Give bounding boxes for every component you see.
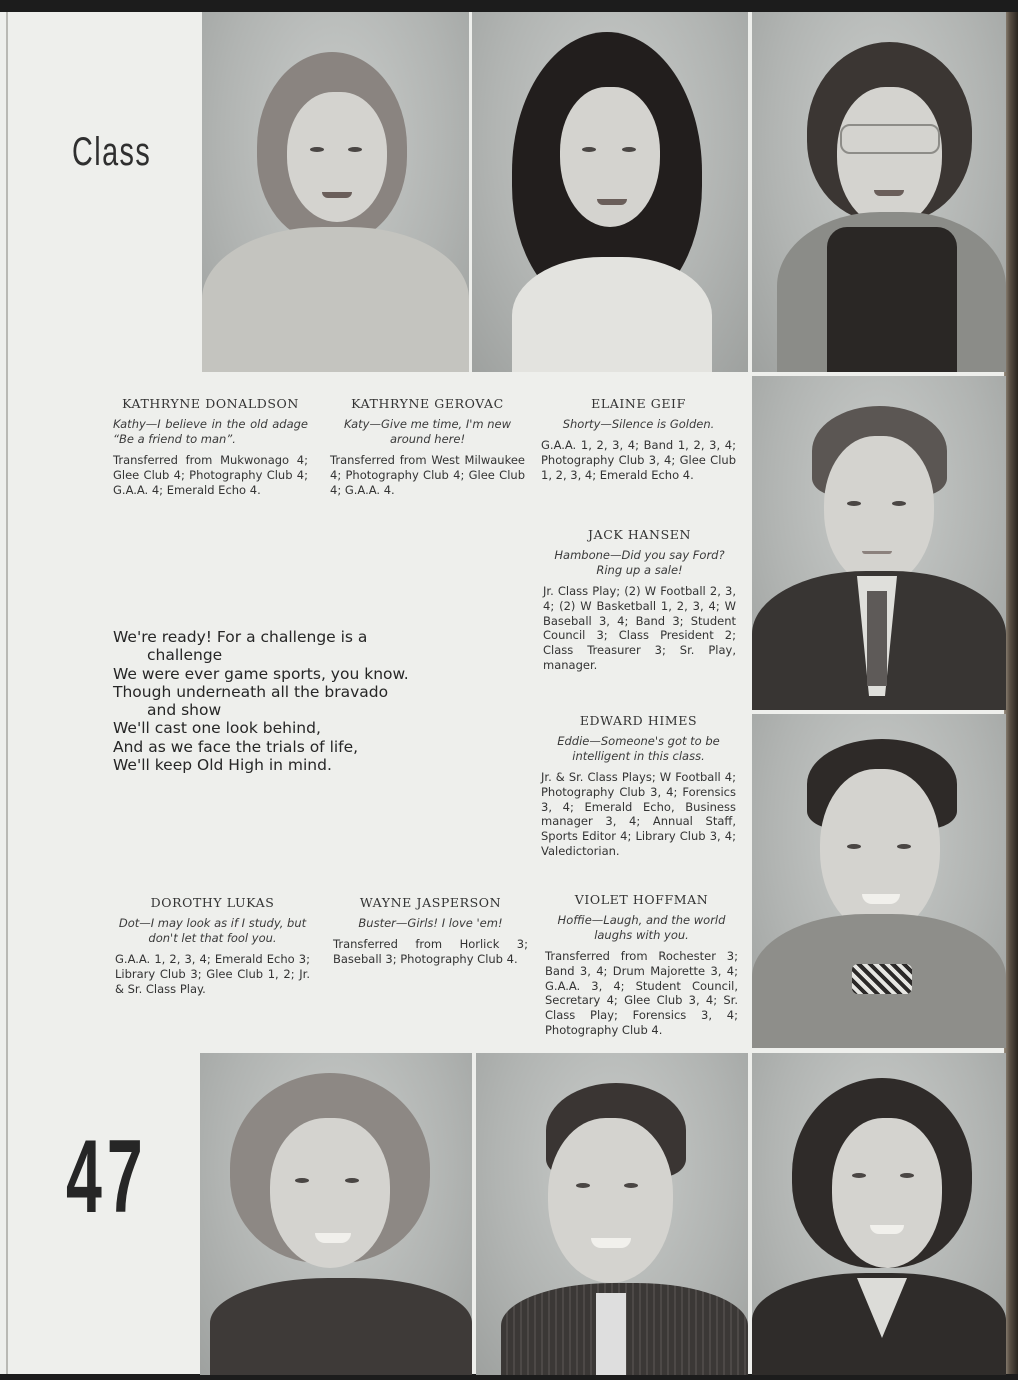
photo-wayne-jasperson — [476, 1053, 748, 1375]
student-name: EDWARD HIMES — [579, 713, 698, 728]
student-motto: Hambone—Did you say Ford? Ring up a sale! — [554, 548, 725, 577]
poem-line: We'll cast one look behind, — [113, 719, 321, 738]
student-activities: Transferred from Mukwonago 4; Glee Club 4; Photography Club 4; G.A.A. 4; Emerald Echo 4. — [113, 453, 308, 497]
student-activities: Transferred from Horlick 3; Baseball 3; Photography Club 4. — [333, 937, 528, 966]
poem-line: We're ready! For a challenge is a — [113, 628, 368, 646]
student-name: DOROTHY LUKAS — [150, 895, 275, 910]
student-entry-elaine-geif — [541, 396, 736, 482]
poem-line: challenge — [147, 646, 223, 665]
student-name: KATHRYNE GEROVAC — [351, 396, 504, 411]
poem-line: and show — [147, 701, 222, 720]
poem-line: We'll keep Old High in mind. — [113, 756, 332, 775]
student-entry-kathryne-donaldson — [113, 396, 308, 497]
student-entry-edward-himes — [541, 713, 736, 859]
student-motto: Kathy—I believe in the old adage “Be a friend to man”. — [113, 417, 308, 446]
student-entry-kathryne-gerovac — [330, 396, 525, 497]
student-name: JACK HANSEN — [587, 527, 691, 542]
photo-dorothy-lukas — [200, 1053, 472, 1375]
student-name: KATHRYNE DONALDSON — [122, 396, 299, 411]
student-entry-wayne-jasperson — [333, 895, 528, 967]
student-activities: G.A.A. 1, 2, 3, 4; Emerald Echo 3; Library Club 3; Glee Club 1, 2; Jr. & Sr. Class Play. — [115, 952, 310, 996]
student-motto: Eddie—Someone's got to be intelligent in this class. — [557, 734, 720, 763]
student-motto: Katy—Give me time, I'm new around here! — [343, 417, 512, 446]
poem-line: Though underneath all the bravado — [113, 682, 389, 701]
photo-kathryne-gerovac — [472, 12, 748, 372]
student-name: WAYNE JASPERSON — [359, 895, 502, 910]
photo-kathryne-donaldson — [202, 12, 469, 372]
class-year: 47 — [66, 1119, 148, 1235]
page-heading: Class — [72, 130, 152, 174]
student-motto: Dot—I may look as if I study, but don't let that fool you. — [118, 916, 307, 945]
student-activities: Transferred from Rochester 3; Band 3, 4; Drum Majorette 3, 4; G.A.A. 3, 4; Student Council, Secretary 4; Glee Club 3, 4; Sr. Class Play; Forensics 3, 4; Photography Club 4. — [545, 949, 738, 1037]
student-entry-jack-hansen — [543, 527, 736, 673]
student-name: ELAINE GEIF — [591, 396, 686, 411]
student-name: VIOLET HOFFMAN — [574, 892, 709, 907]
poem-line: And as we face the trials of life, — [113, 737, 359, 756]
student-entry-dorothy-lukas — [115, 895, 310, 996]
photo-violet-hoffman — [752, 1053, 1006, 1375]
student-activities: G.A.A. 1, 2, 3, 4; Band 1, 2, 3, 4; Photography Club 3, 4; Glee Club 1, 2, 3, 4; Emerald Echo 4. — [541, 438, 736, 482]
student-activities: Jr. Class Play; (2) W Football 2, 3, 4; (2) W Basketball 1, 2, 3, 4; W Baseball 3, 4; Band 3; Student Council 3; Class President 2; Class Treasurer 3; Sr. Play, manager. — [543, 584, 736, 672]
student-motto: Shorty—Silence is Golden. — [562, 417, 715, 431]
photo-edward-himes — [752, 714, 1006, 1048]
photo-jack-hansen — [752, 376, 1006, 710]
poem-line: We were ever game sports, you know. — [113, 664, 409, 683]
student-motto: Hoffie—Laugh, and the world laughs with you. — [557, 913, 726, 942]
student-activities: Jr. & Sr. Class Plays; W Football 4; Photography Club 3, 4; Forensics 3, 4; Emerald Echo, Business manager 3, 4; Annual Staff, Sports Editor 4; Library Club 3, 4; Valedictorian. — [541, 770, 736, 858]
student-activities: Transferred from West Milwaukee 4; Photography Club 4; Glee Club 4; G.A.A. 4. — [330, 453, 525, 497]
student-motto: Buster—Girls! I love 'em! — [358, 916, 503, 930]
photo-elaine-geif — [752, 12, 1006, 372]
class-poem — [113, 628, 433, 774]
student-entry-violet-hoffman — [545, 892, 738, 1038]
page-right-edge — [1004, 12, 1018, 1380]
page-binding-edge — [6, 12, 8, 1374]
